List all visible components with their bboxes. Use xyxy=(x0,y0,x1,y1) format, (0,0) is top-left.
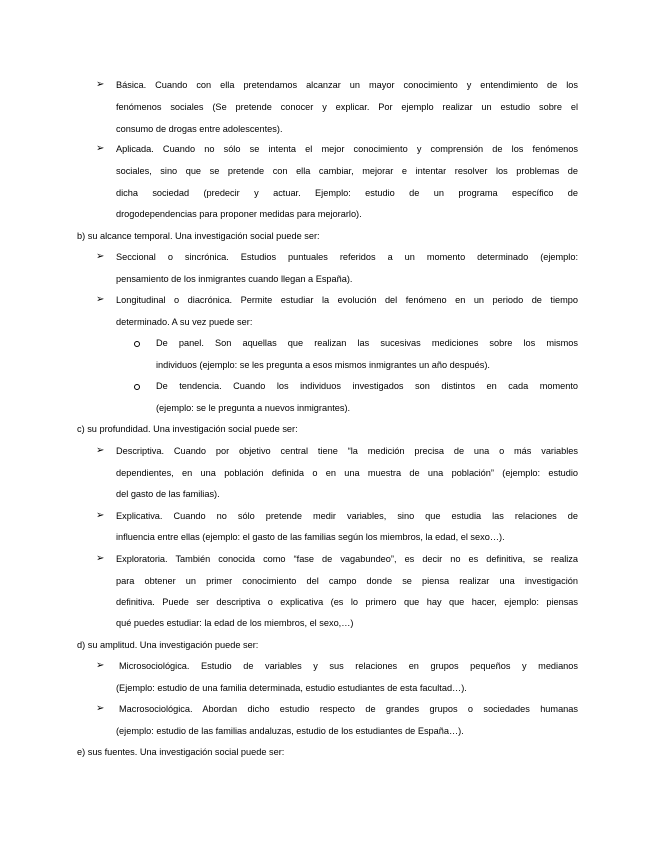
paragraph-line: Macrosociológica. Abordan dicho estudio respecto de grandes grupos o sociedades humanas xyxy=(119,704,578,714)
paragraph-line: determinado. A su vez puede ser: xyxy=(116,317,253,327)
paragraph-line: qué puedes estudiar: la edad de los miembros, el sexo,…) xyxy=(116,618,354,628)
paragraph-line: consumo de drogas entre adolescentes). xyxy=(116,124,283,134)
section-heading: b) su alcance temporal. Una investigación social puede ser: xyxy=(77,231,320,241)
circle-bullet-icon xyxy=(134,384,140,390)
arrow-bullet-icon: ➢ xyxy=(96,510,105,521)
paragraph-line: Descriptiva. Cuando por objetivo central tiene “la medición precisa de una o más variables xyxy=(116,446,578,456)
arrow-bullet-icon: ➢ xyxy=(96,660,105,671)
paragraph-line: Básica. Cuando con ella pretendamos alcanzar un mayor conocimiento y entendimiento de los xyxy=(116,80,578,90)
section-heading: c) su profundidad. Una investigación social puede ser: xyxy=(77,424,298,434)
paragraph-line: drogodependencias para proponer medidas para mejorarlo). xyxy=(116,209,362,219)
paragraph-line: Exploratoria. También conocida como “fase de vagabundeo”, es decir no es definitiva, se realiza xyxy=(116,554,578,564)
paragraph-line: (ejemplo: estudio de las familias andaluzas, estudio de los estudiantes de España…). xyxy=(116,726,464,736)
paragraph-line: (ejemplo: se le pregunta a nuevos inmigrantes). xyxy=(156,403,351,413)
paragraph-line: Longitudinal o diacrónica. Permite estudiar la evolución del fenómeno en un periodo de tiempo xyxy=(116,295,578,305)
paragraph-line: dicha sociedad (predecir y actuar. Ejemplo: estudio de un programa específico de xyxy=(116,188,578,198)
section-heading: e) sus fuentes. Una investigación social puede ser: xyxy=(77,747,285,757)
paragraph-line: individuos (ejemplo: se les pregunta a esos mismos inmigrantes un año después). xyxy=(156,360,490,370)
paragraph-line: fenómenos sociales (Se pretende conocer y explicar. Por ejemplo realizar un estudio sobre el xyxy=(116,102,578,112)
arrow-bullet-icon: ➢ xyxy=(96,445,105,456)
arrow-bullet-icon: ➢ xyxy=(96,294,105,305)
paragraph-line: (Ejemplo: estudio de una familia determinada, estudio estudiantes de esta facultad…). xyxy=(116,683,467,693)
paragraph-line: sociales, sino que se pretende con ella cambiar, mejorar e intentar resolver los problemas de xyxy=(116,166,578,176)
arrow-bullet-icon: ➢ xyxy=(96,703,105,714)
paragraph-line: Aplicada. Cuando no sólo se intenta el mejor conocimiento y comprensión de los fenómenos xyxy=(116,144,578,154)
circle-bullet-icon xyxy=(134,341,140,347)
arrow-bullet-icon: ➢ xyxy=(96,143,105,154)
paragraph-line: del gasto de las familias). xyxy=(116,489,220,499)
arrow-bullet-icon: ➢ xyxy=(96,79,105,90)
paragraph-line: dependientes, en una población definida o en una muestra de una población” (ejemplo: estudio xyxy=(116,468,578,478)
paragraph-line: De panel. Son aquellas que realizan las sucesivas mediciones sobre los mismos xyxy=(156,338,578,348)
paragraph-line: De tendencia. Cuando los individuos investigados son distintos en cada momento xyxy=(156,381,578,391)
paragraph-line: para obtener un primer conocimiento del campo donde se piensa realizar una investigación xyxy=(116,576,578,586)
paragraph-line: definitiva. Puede ser descriptiva o explicativa (es lo primero que hay que hacer, ejemplo: piensas xyxy=(116,597,578,607)
paragraph-line: Microsociológica. Estudio de variables y sus relaciones en grupos pequeños y medianos xyxy=(119,661,578,671)
arrow-bullet-icon: ➢ xyxy=(96,251,105,262)
paragraph-line: Seccional o sincrónica. Estudios puntuales referidos a un momento determinado (ejemplo: xyxy=(116,252,578,262)
paragraph-line: pensamiento de los inmigrantes cuando llegan a España). xyxy=(116,274,353,284)
arrow-bullet-icon: ➢ xyxy=(96,553,105,564)
paragraph-line: Explicativa. Cuando no sólo pretende medir variables, sino que estudia las relaciones de xyxy=(116,511,578,521)
section-heading: d) su amplitud. Una investigación puede ser: xyxy=(77,640,259,650)
paragraph-line: influencia entre ellas (ejemplo: el gasto de las familias según los miembros, la edad, el sexo…). xyxy=(116,532,505,542)
